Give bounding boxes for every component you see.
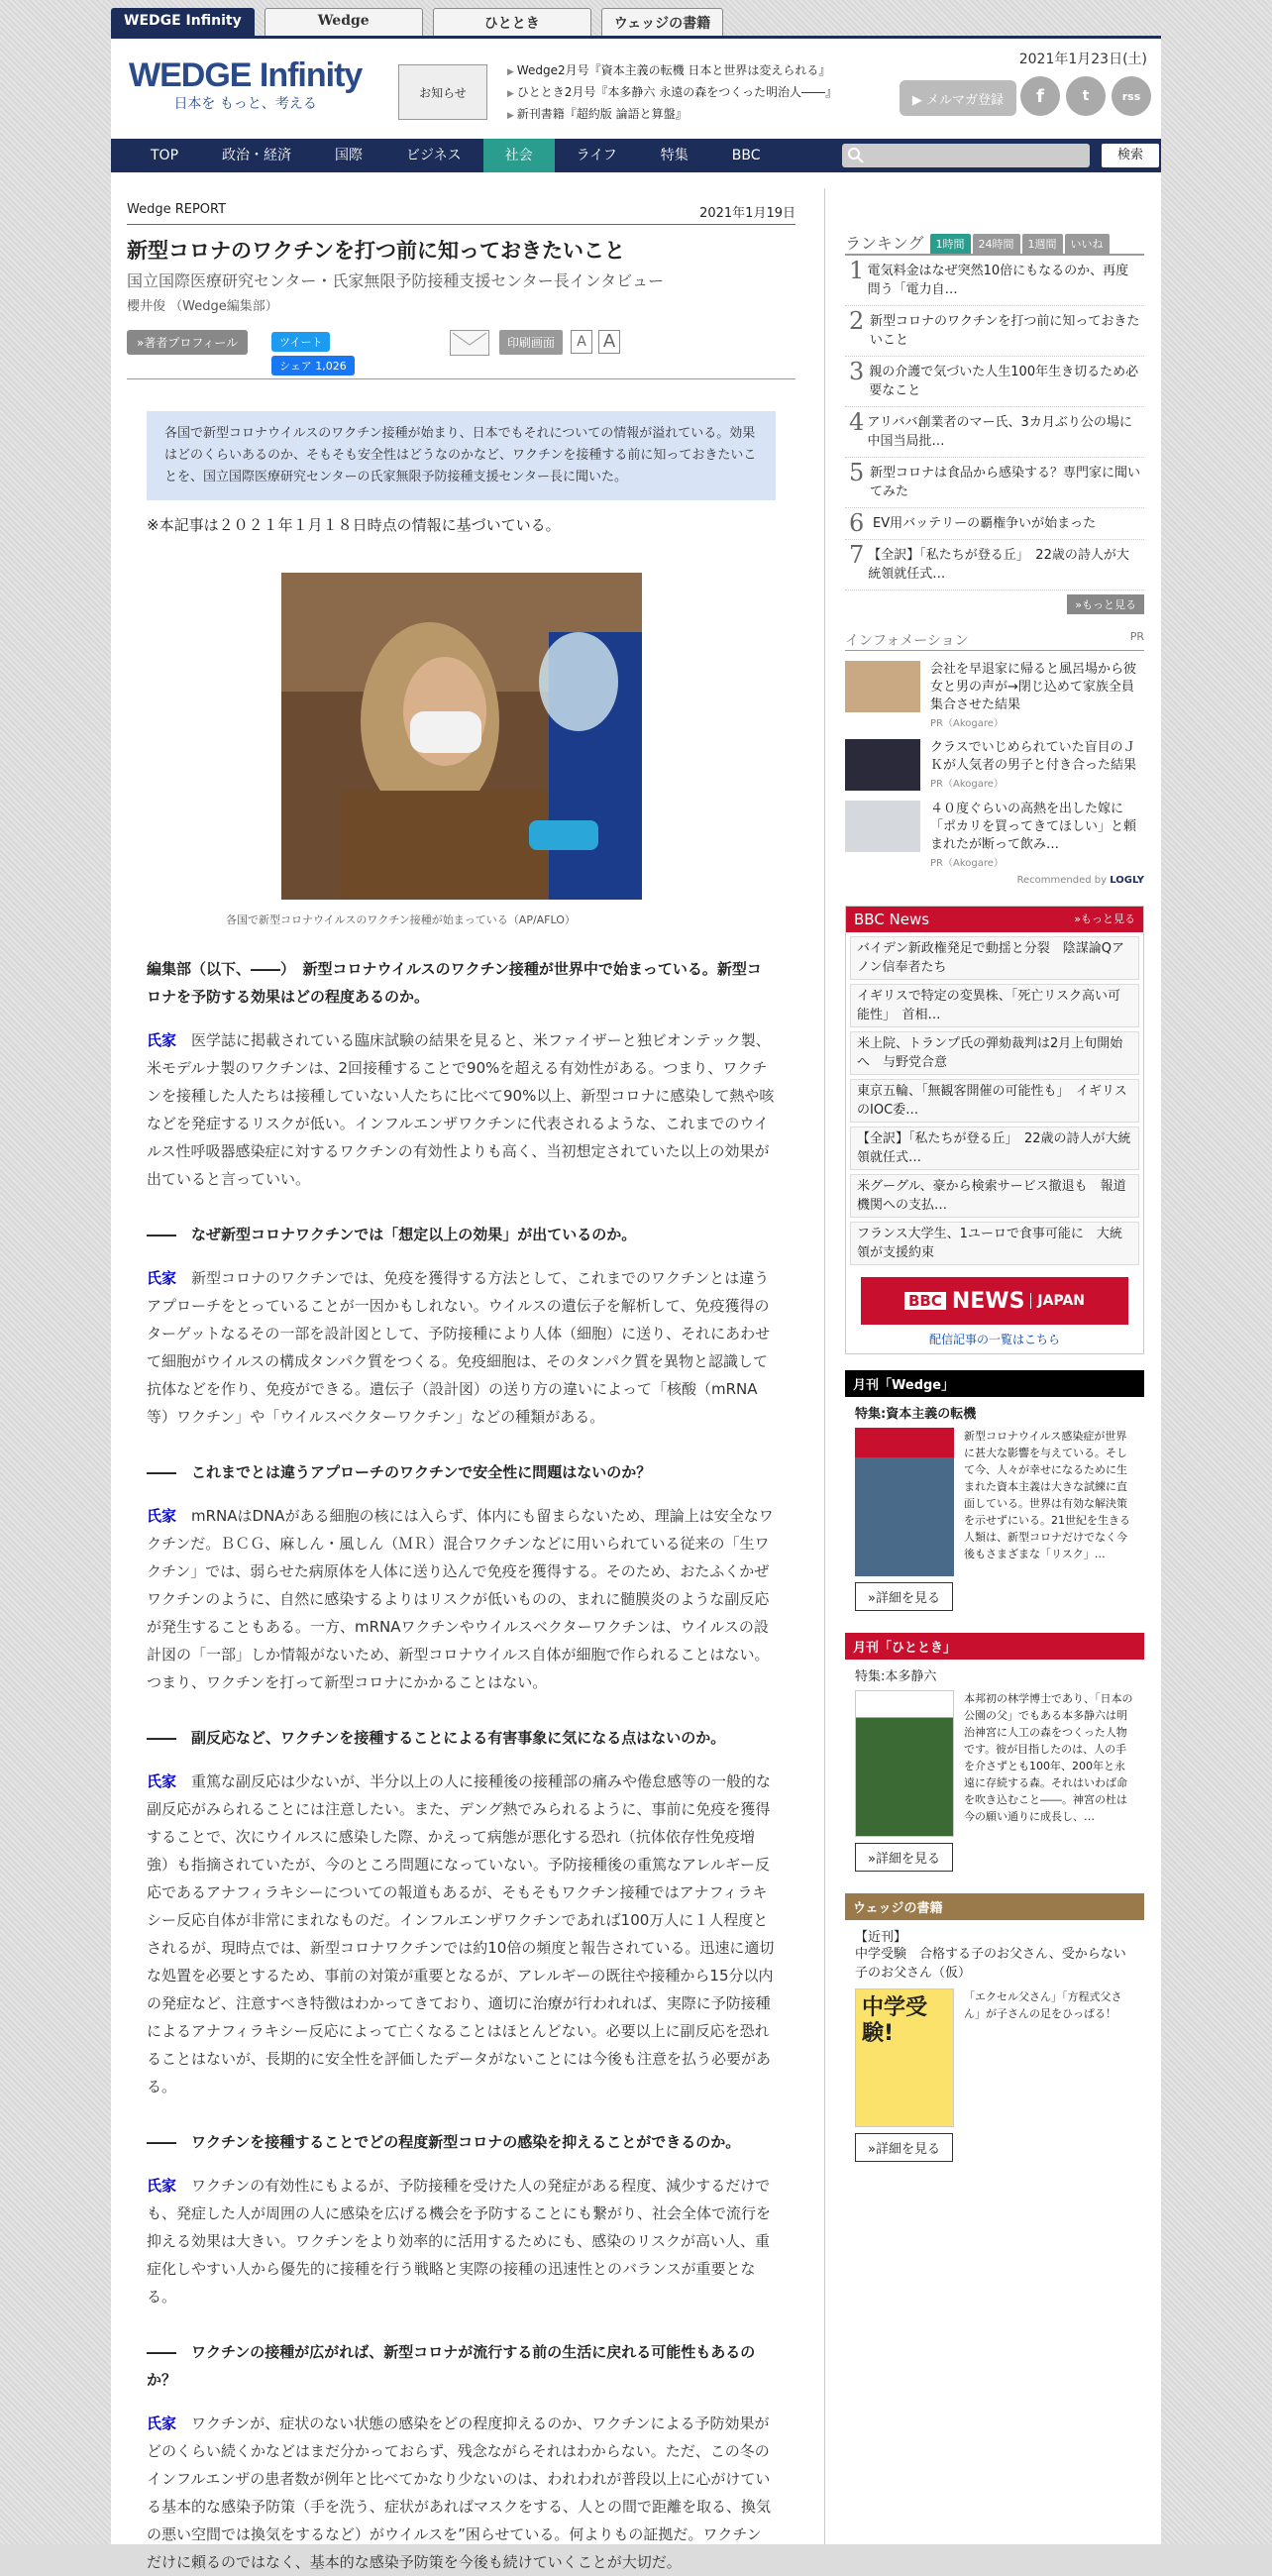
speaker-label: 氏家	[147, 1269, 177, 1287]
nav-top[interactable]: TOP	[151, 148, 179, 163]
ad-image	[845, 739, 920, 791]
books-detail-button[interactable]: »詳細を見る	[855, 2133, 953, 2162]
question: 編集部（以下、――） 新型コロナウイルスのワクチン接種が世界中で始まっている。新型コロナを予防する効果はどの程度あるのか。	[147, 960, 762, 1006]
question: ―― ワクチンを接種することでどの程度新型コロナの感染を抑えることができるのか。	[147, 2133, 741, 2151]
info-title: インフォメーション	[845, 633, 969, 649]
answer	[147, 1768, 776, 2100]
nav-feature[interactable]: 特集	[660, 148, 689, 163]
wedge-magazine-box	[845, 1370, 1144, 1617]
nav-international[interactable]: 国際	[335, 148, 364, 163]
rss-icon[interactable]: rss	[1112, 76, 1151, 116]
print-button[interactable]: 印刷画面	[499, 330, 563, 355]
site-header	[111, 36, 1161, 139]
news-link[interactable]: ▶ Wedge2月号『資本主義の転機 日本と世界は変えられる』	[507, 60, 837, 82]
hitotoki-detail-button[interactable]: »詳細を見る	[855, 1843, 953, 1872]
answer	[147, 2172, 776, 2310]
photo-caption: 各国で新型コロナウイルスのワクチン接種が始まっている（AP/AFLO）	[226, 913, 576, 926]
recommended-by: Recommended by LOGLY	[1016, 875, 1144, 886]
news-link[interactable]: ▶ 新刊書籍『超約版 論語と算盤』	[507, 104, 837, 126]
site-logo[interactable]	[129, 56, 362, 113]
article-photo	[281, 573, 642, 900]
ranking-tab-1h[interactable]: 1時間	[930, 234, 971, 254]
site-tab-books[interactable]: ウェッジの書籍	[601, 8, 723, 36]
bbc-header: BBC News »もっと見る	[846, 907, 1143, 932]
site-tab-wedge[interactable]: Wedge	[265, 8, 423, 36]
books-title[interactable]: 中学受験 合格する子のお父さん、受からない子のお父さん（仮）	[855, 1947, 1126, 1981]
facebook-share-button[interactable]: シェア 1,026	[271, 356, 355, 376]
article-meta	[127, 202, 795, 225]
header-news	[507, 60, 837, 126]
speaker-label: 氏家	[147, 2177, 177, 2195]
bbc-item[interactable]: 米上院、トランプ氏の弾劾裁判は2月上旬開始へ 与野党合意	[850, 1031, 1139, 1075]
ranking-item[interactable]: 5 新型コロナは食品から感染する？専門家に聞いてみた	[845, 458, 1144, 508]
ad-image	[845, 801, 920, 852]
question: ―― これまでとは違うアプローチのワクチンで安全性に問題はないのか？	[147, 1463, 652, 1481]
ranking-item[interactable]: 3 親の介護で気づいた人生100年生き切るため必要なこと	[845, 357, 1144, 407]
news-link[interactable]: ▶ ひととき2月号『本多静六 永遠の森をつくった明治人――』	[507, 82, 837, 104]
bbc-item[interactable]: 【全訳】「私たちが登る丘」 22歳の詩人が大統領就任式…	[850, 1127, 1139, 1170]
site-tabs	[111, 8, 723, 36]
article-category[interactable]: Wedge REPORT	[127, 202, 227, 217]
bbc-item[interactable]: イギリスで特定の変異株、「死亡リスク高い可能性」 首相…	[850, 984, 1139, 1027]
answer	[147, 1026, 776, 1193]
question: ―― 副反応など、ワクチンを接種することによる有害事象に気になる点はないのか。	[147, 1729, 726, 1747]
wedge-feature: 特集:資本主義の転機	[855, 1407, 977, 1422]
books-description: 「エクセル父さん」「方程式父さん」が子さんの足をひっぱる！	[964, 1990, 1122, 2020]
hitotoki-cover[interactable]	[855, 1690, 954, 1837]
article-toolbar	[127, 322, 795, 379]
answer-text: 重篤な副反応は少ないが、半分以上の人に接種後の接種部の痛みや倦怠感等の一般的な副反応がみられることには注意したい。また、デング熱でみられるように、事前に免疫を獲得することで、次にウイルスに感染した際、かえって病態が悪化する恐れ（抗体依存性免疫増強）も指摘されていたが、今のところ問題になっていない。予防接種後の重篤なアレルギー反応であるアナフィラキシーについての報道もあるが、そもそもワクチン接種ではアナフィラキシー反応自体が非常にまれなものだ。インフルエンザワクチンであれば100万人に１人程度とされるが、現時点では、新型コロナワクチンでは約10倍の頻度と報告されている。迅速に適切な処置を必要とするため、事前の対策が重要となるが、アレルギーの既往や接種から15分以内の発症など、注意すべき特徴はわかってきており、適切に治療が行われれば、実際に予防接種によるアナフィラキシー反応によって亡くなることはほとんどない。必要以上に副反応を恐れることはないが、長期的に安全性を評価したデータがないことには今後も注意を払う必要がある。	[147, 1772, 775, 2095]
search-icon	[846, 146, 866, 165]
ad-item[interactable]: ４０度ぐらいの高熱を出した嫁に「ポカリを買ってきてほしい」と頼まれたが断って飲み… PR（Akogare）	[845, 801, 1144, 869]
bbc-list-link[interactable]: 配信記事の一覧はこちら	[928, 1333, 1060, 1346]
logo-tagline: 日本を もっと、考える	[173, 96, 317, 112]
author-profile-button[interactable]: »著者プロフィール	[127, 330, 248, 355]
ranking-item[interactable]: 2 新型コロナのワクチンを打つ前に知っておきたいこと	[845, 306, 1144, 357]
info-header	[845, 630, 1144, 651]
current-date: 2021年1月23日(土)	[1018, 52, 1147, 67]
ranking-header	[845, 226, 1144, 256]
ranking-item[interactable]: 6 EV用バッテリーの覇権争いが始まった	[845, 508, 1144, 540]
tweet-button[interactable]: ツイート	[271, 332, 330, 352]
answer	[147, 1502, 776, 1696]
article-note: ※本記事は２０２１年１月１８日時点の情報に基づいている。	[147, 516, 561, 534]
bbc-item[interactable]: フランス大学生、1ユーロで食事可能に 大統領が支援約束	[850, 1222, 1139, 1265]
speaker-label: 氏家	[147, 1031, 177, 1049]
logo-text: WEDGE Infinity	[129, 56, 363, 94]
pr-label: PR	[1129, 630, 1144, 643]
twitter-icon[interactable]: t	[1066, 76, 1106, 116]
wedge-cover[interactable]	[855, 1428, 954, 1576]
column-divider	[824, 188, 825, 2544]
speaker-label: 氏家	[147, 1507, 177, 1525]
ranking-item[interactable]: 4 アリババ創業者のマー氏、3カ月ぶり公の場に 中国当局批…	[845, 407, 1144, 458]
hitotoki-description: 本邦初の林学博士であり、「日本の公園の父」でもある本多静六は明治神宮に人工の森をつくった人物です。彼が目指したのは、人の手を介さずとも100年、200年と永遠に存続する森。それはいわば命を吹き込むこと――。神宮の杜は今の願い通りに成長し、…	[964, 1692, 1133, 1823]
bbc-item[interactable]: 米グーグル、豪から検索サービス撤退も 報道機関への支払…	[850, 1174, 1139, 1218]
wedge-header: 月刊「Wedge」	[845, 1370, 1144, 1397]
nav-bbc[interactable]: BBC	[731, 148, 761, 163]
nav-life[interactable]: ライフ	[576, 148, 617, 163]
speaker-label: 氏家	[147, 2415, 177, 2432]
ranking-title: ランキング	[845, 234, 924, 253]
article-lead: 各国で新型コロナウイルスのワクチン接種が始まり、日本でもそれについての情報が溢れている。効果はどのくらいあるのか、そもそも安全性はどうなのかなど、ワクチンを接種する前に知っておきたいことを、国立国際医療研究センターの氏家無限予防接種支援センター長に聞いた。	[147, 411, 776, 500]
speaker-label: 氏家	[147, 1772, 177, 1790]
article	[127, 188, 795, 2576]
article-title: 新型コロナのワクチンを打つ前に知っておきたいこと	[127, 239, 625, 263]
books-cover[interactable]: 中学受験!	[855, 1988, 954, 2127]
books-box	[845, 1893, 1144, 2168]
facebook-icon[interactable]: f	[1020, 76, 1060, 116]
answer-text: 新型コロナのワクチンでは、免疫を獲得する方法として、これまでのワクチンとは違うアプローチをとっていることが一因かもしれない。ウイルスの遺伝子を解析して、免疫獲得のターゲットなるその一部を設計図として、予防接種により人体（細胞）に送り、それにあわせて細胞がウイルスの構成タンパク質をつくる。免疫細胞は、そのタンパク質を異物と認識して抗体などを作り、免疫ができる。遺伝子（設計図）の送り方の違いによって「核酸（mRNA等）ワクチン」や「ウイルスベクターワクチン」などの種類がある。	[147, 1269, 771, 1426]
mail-magazine-button[interactable]: ▶ メルマガ登録	[900, 80, 1016, 116]
mail-icon[interactable]	[450, 330, 489, 356]
answer-text: 医学誌に掲載されている臨床試験の結果を見ると、米ファイザーと独ビオンテック製、米モデルナ製のワクチンは、2回接種することで90%を超える有効性がある。つまり、ワクチンを接種した人たちは接種していない人たちに比べて90%以上、新型コロナに感染して熱や咳などを発症するリスクが低い。インフルエンザワクチンに代表されるような、これまでのウイルス性呼吸器感染症に対するワクチンの有効性よりも高く、当初想定されていた以上の効果が出ていると言っていい。	[147, 1031, 775, 1188]
site-tab-hitotoki[interactable]: ひととき	[433, 8, 591, 36]
wedge-description: 新型コロナウイルス感染症が世界に甚大な影響を与えている。そして今、人々が幸せになるために生まれた資本主義は大きな試練に直面している。世界は有効な解決策を示せずにいる。21世紀を生きる人類は、新型コロナだけでなく今後もさまざまな「リスク」…	[964, 1430, 1130, 1560]
answer	[147, 2410, 776, 2576]
answer-text: mRNAはDNAがある細胞の核には入らず、体内にも留まらないため、理論上は安全なワクチンだ。ＢＣＧ、麻しん・風しん（ＭＲ）混合ワクチンなどに用いられている従来の「生ワクチン」では、弱らせた病原体を人体に送り込んで免疫を獲得する。そのため、おたふくかぜワクチンのように、自然に感染するよりはリスクが低いものの、まれに髄膜炎のような副反応が発生することもある。一方、mRNAワクチンやウイルスベクターワクチンは、ウイルスの設計図の「一部」しか情報がないため、新型コロナウイルス自体が細胞で作られることはない。つまり、ワクチンを打って新型コロナにかかることはない。	[147, 1507, 774, 1691]
bbc-news-box	[845, 906, 1144, 1354]
ranking-tab-like[interactable]: いいね	[1065, 234, 1110, 254]
question: ―― なぜ新型コロナワクチンでは「想定以上の効果」が出ているのか。	[147, 1226, 637, 1243]
ranking-tab-24h[interactable]: 24時間	[973, 234, 1020, 254]
nav-society[interactable]: 社会	[483, 139, 555, 172]
answer	[147, 1264, 776, 1431]
hitotoki-magazine-box	[845, 1633, 1144, 1878]
ranking-item[interactable]: 7 【全訳】「私たちが登る丘」 22歳の詩人が大統領就任式…	[845, 540, 1144, 590]
bbc-item[interactable]: バイデン新政権発足で動揺と分裂 陰謀論Qアノン信奉者たち	[850, 936, 1139, 980]
books-header: ウェッジの書籍	[845, 1893, 1144, 1920]
hitotoki-header: 月刊「ひととき」	[845, 1633, 1144, 1660]
font-large-button[interactable]: A	[598, 330, 620, 354]
search-input[interactable]	[842, 144, 1090, 167]
hitotoki-feature: 特集:本多静六	[855, 1669, 937, 1684]
site-tab-infinity[interactable]: WEDGE Infinity	[111, 8, 255, 36]
bbc-news-japan-logo[interactable]: BBC NEWS JAPAN	[861, 1277, 1128, 1325]
ad-item[interactable]: クラスでいじめられていた盲目のＪＫが人気者の男子と付き合った結果 PR（Akogare）	[845, 739, 1144, 791]
nav-politics[interactable]: 政治・経済	[222, 148, 292, 163]
search-button[interactable]: 検索	[1102, 144, 1159, 167]
books-tag: 【近刊】	[855, 1930, 907, 1945]
article-date: 2021年1月19日	[699, 206, 795, 221]
ranking-item[interactable]: 1 電気料金はなぜ突然10倍にもなるのか、再度問う「電力自…	[845, 256, 1144, 306]
question: ―― ワクチンの接種が広がれば、新型コロナが流行する前の生活に戻れる可能性もあるのか？	[147, 2343, 756, 2389]
answer-text: ワクチンの有効性にもよるが、予防接種を受けた人の発症がある程度、減少するだけでも、発症した人が周囲の人に感染を広げる機会を予防することにも繋がり、社会全体で流行を抑える効果は大きい。ワクチンをより効率的に活用するためにも、感染のリスクが高い人、重症化しやすい人から優先的に接種を行う戦略と実際の接種の迅速性とのバランスが重要となる。	[147, 2177, 772, 2306]
ad-item[interactable]: 会社を早退家に帰ると風呂場から彼女と男の声が→閉じ込めて家族全員集合させた結果 PR（Akogare）	[845, 661, 1144, 729]
article-author: 櫻井俊 （Wedge編集部）	[127, 299, 278, 314]
ranking-more-link[interactable]: »もっと見る	[1067, 594, 1144, 614]
article-subtitle: 国立国際医療研究センター・氏家無限予防接種支援センター長インタビュー	[127, 271, 665, 290]
bbc-more-link[interactable]: »もっと見る	[1074, 912, 1135, 925]
bbc-item[interactable]: 東京五輪、「無観客開催の可能性も」 イギリスのIOC委…	[850, 1079, 1139, 1123]
ad-image	[845, 661, 920, 712]
ranking-tab-1w[interactable]: 1週間	[1022, 234, 1063, 254]
notice-button[interactable]: お知らせ	[398, 64, 487, 120]
answer-text: ワクチンが、症状のない状態の感染をどの程度抑えるのか、ワクチンによる予防効果がどのくらい続くかなどはまだ分かっておらず、残念ながらそれはわからない。ただ、この冬のインフルエンザの患者数が例年と比べてかなり少ないのは、われわれが普段以上に心がけている基本的な感染予防策（手を洗う、症状があればマスクをする、人との間で距離を取る、換気の悪い空間では換気をするなど）がウイルスを”困らせている。何よりもの証拠だ。ワクチンだけに頼るのではなく、基本的な感染予防策を今後も続けていくことが大切だ。	[147, 2415, 772, 2571]
font-small-button[interactable]: A	[571, 330, 592, 354]
nav-business[interactable]: ビジネス	[406, 148, 462, 163]
sidebar	[845, 226, 1144, 2168]
wedge-detail-button[interactable]: »詳細を見る	[855, 1582, 953, 1611]
main-nav	[111, 139, 1161, 172]
